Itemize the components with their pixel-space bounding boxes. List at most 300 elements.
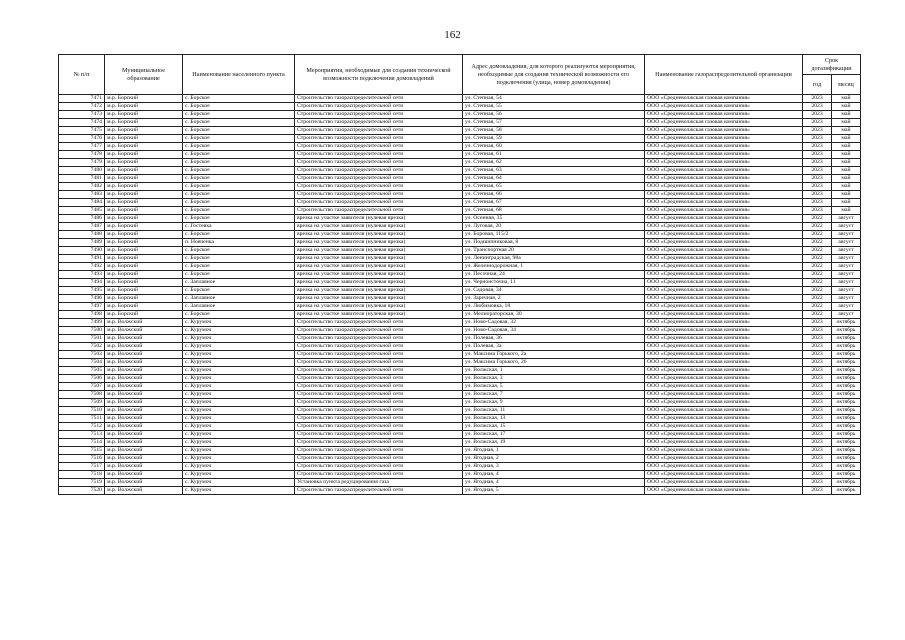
row-number: 7473 [59,111,105,119]
row-month: май [832,167,861,175]
row-month: октябрь [832,391,861,399]
table-row [59,455,861,463]
row-address: ул. Степная, 66 [463,191,645,199]
row-measure: врезка на участке заявителя (нулевая врезка) [295,255,463,263]
table-row [59,231,861,239]
row-month: август [832,287,861,295]
row-measure: врезка на участке заявителя (нулевая врезка) [295,247,463,255]
row-address: ул. Степная, 57 [463,119,645,127]
row-municipality: м.р. Борский [105,183,183,191]
row-settlement: с. Заплавное [183,279,295,287]
table-row [59,415,861,423]
row-address: ул. Волжская, 11 [463,407,645,415]
row-address: ул. Полевая, 36 [463,335,645,343]
row-organization: ООО «Средневолжская газовая компания» [645,159,803,167]
row-organization: ООО «Средневолжская газовая компания» [645,151,803,159]
row-municipality: м.р. Борский [105,223,183,231]
row-address: ул. Заречная, 2 [463,295,645,303]
gasification-table [58,54,861,495]
row-year: 2023 [803,159,832,167]
table-row [59,327,861,335]
row-settlement: с. Курумоч [183,343,295,351]
row-municipality: м.р. Борский [105,279,183,287]
row-address: ул. Волжская, 3 [463,375,645,383]
row-measure: Строительство газораспределительной сети [295,471,463,479]
row-year: 2022 [803,239,832,247]
row-year: 2023 [803,191,832,199]
row-address: ул. Транспортная 20 [463,247,645,255]
page-number: 162 [444,29,461,41]
row-month: май [832,119,861,127]
row-organization: ООО «Средневолжская газовая компания» [645,319,803,327]
row-organization: ООО «Средневолжская газовая компания» [645,367,803,375]
row-settlement: с. Курумоч [183,479,295,487]
row-month: август [832,271,861,279]
table-row [59,247,861,255]
row-organization: ООО «Средневолжская газовая компания» [645,303,803,311]
row-address: ул. Ягодная, 1 [463,447,645,455]
row-address: ул. Ягодная, 4 [463,471,645,479]
row-organization: ООО «Средневолжская газовая компания» [645,175,803,183]
row-municipality: м.р. Борский [105,295,183,303]
row-settlement: с. Борское [183,159,295,167]
row-month: октябрь [832,375,861,383]
row-settlement: с. Борское [183,207,295,215]
row-measure: врезка на участке заявителя (нулевая врезка) [295,231,463,239]
row-address: ул. Степная, 63 [463,167,645,175]
row-address: ул. Степная, 67 [463,199,645,207]
header-month: месяц [832,75,861,95]
row-measure: врезка на участке заявителя (нулевая врезка) [295,271,463,279]
table-row [59,151,861,159]
row-year: 2023 [803,471,832,479]
row-settlement: с. Борское [183,167,295,175]
row-organization: ООО «Средневолжская газовая компания» [645,463,803,471]
row-settlement: с. Курумоч [183,423,295,431]
row-settlement: с. Курумоч [183,319,295,327]
row-number: 7505 [59,367,105,375]
row-organization: ООО «Средневолжская газовая компания» [645,487,803,495]
row-number: 7483 [59,191,105,199]
row-settlement: с. Заплавное [183,295,295,303]
row-address: ул. Степная, 60 [463,143,645,151]
row-year: 2023 [803,439,832,447]
row-municipality: м.р. Волжский [105,431,183,439]
row-settlement: с. Борское [183,175,295,183]
row-number: 7500 [59,327,105,335]
row-organization: ООО «Средневолжская газовая компания» [645,431,803,439]
row-year: 2023 [803,335,832,343]
row-municipality: м.р. Волжский [105,455,183,463]
row-settlement: с. Борское [183,127,295,135]
row-organization: ООО «Средневолжская газовая компания» [645,287,803,295]
table-row [59,383,861,391]
row-organization: ООО «Средневолжская газовая компания» [645,351,803,359]
row-measure: Строительство газораспределительной сети [295,343,463,351]
row-settlement: с. Курумоч [183,431,295,439]
row-municipality: м.р. Волжский [105,463,183,471]
table-row [59,311,861,319]
table-row [59,287,861,295]
row-year: 2023 [803,95,832,103]
row-organization: ООО «Средневолжская газовая компания» [645,183,803,191]
row-settlement: с. Курумоч [183,415,295,423]
table-row [59,255,861,263]
row-municipality: м.р. Борский [105,231,183,239]
table-row [59,175,861,183]
row-organization: ООО «Средневолжская газовая компания» [645,471,803,479]
row-month: май [832,111,861,119]
row-address: ул. Максима Горького, 26 [463,359,645,367]
row-measure: Строительство газораспределительной сети [295,143,463,151]
row-month: май [832,127,861,135]
row-municipality: м.р. Борский [105,143,183,151]
row-organization: ООО «Средневолжская газовая компания» [645,111,803,119]
row-address: ул. Железнодорожная, 1 [463,263,645,271]
row-year: 2023 [803,359,832,367]
row-month: август [832,239,861,247]
row-address: ул. Степная, 68 [463,207,645,215]
row-month: май [832,191,861,199]
row-municipality: м.р. Борский [105,287,183,295]
row-month: август [832,263,861,271]
table-row [59,399,861,407]
row-number: 7502 [59,343,105,351]
row-month: август [832,295,861,303]
row-measure: врезка на участке заявителя (нулевая врезка) [295,239,463,247]
row-municipality: м.р. Борский [105,215,183,223]
row-municipality: м.р. Волжский [105,351,183,359]
row-measure: Строительство газораспределительной сети [295,335,463,343]
row-number: 7503 [59,351,105,359]
header-year: год [803,75,832,95]
row-number: 7509 [59,399,105,407]
row-measure: Строительство газораспределительной сети [295,135,463,143]
table-row [59,263,861,271]
row-month: октябрь [832,471,861,479]
row-year: 2022 [803,263,832,271]
row-year: 2023 [803,135,832,143]
table-row [59,223,861,231]
row-measure: врезка на участке заявителя (нулевая врезка) [295,223,463,231]
row-month: октябрь [832,383,861,391]
table-row [59,271,861,279]
row-settlement: п. Новченка [183,239,295,247]
row-municipality: м.р. Борский [105,95,183,103]
table-row [59,439,861,447]
table-row [59,319,861,327]
header-municipality: Муниципальное образование [105,55,183,95]
row-year: 2022 [803,223,832,231]
row-year: 2023 [803,167,832,175]
row-municipality: м.р. Волжский [105,479,183,487]
row-year: 2023 [803,367,832,375]
table-row [59,167,861,175]
row-measure: Строительство газораспределительной сети [295,431,463,439]
row-measure: врезка на участке заявителя (нулевая врезка) [295,287,463,295]
row-address: ул. Песочная, 24 [463,271,645,279]
row-year: 2022 [803,271,832,279]
row-measure: врезка на участке заявителя (нулевая врезка) [295,311,463,319]
row-organization: ООО «Средневолжская газовая компания» [645,191,803,199]
row-municipality: м.р. Волжский [105,471,183,479]
row-organization: ООО «Средневолжская газовая компания» [645,271,803,279]
row-year: 2023 [803,415,832,423]
row-municipality: м.р. Борский [105,311,183,319]
row-number: 7510 [59,407,105,415]
row-organization: ООО «Средневолжская газовая компания» [645,279,803,287]
row-organization: ООО «Средневолжская газовая компания» [645,447,803,455]
header-address: Адрес домовладения, для которого реализуются мероприятия, необходимые для создания технической возможности его подключения (улица, номер домовладения) [463,55,645,95]
row-settlement: с. Борское [183,191,295,199]
row-number: 7501 [59,335,105,343]
row-organization: ООО «Средневолжская газовая компания» [645,143,803,151]
row-settlement: с. Курумоч [183,375,295,383]
row-measure: Строительство газораспределительной сети [295,415,463,423]
row-number: 7480 [59,167,105,175]
row-number: 7490 [59,247,105,255]
table-row [59,391,861,399]
row-municipality: м.р. Борский [105,303,183,311]
row-month: май [832,103,861,111]
row-measure: Строительство газораспределительной сети [295,375,463,383]
row-organization: ООО «Средневолжская газовая компания» [645,391,803,399]
row-settlement: с. Борское [183,111,295,119]
row-municipality: м.р. Волжский [105,327,183,335]
row-settlement: с. Борское [183,263,295,271]
row-settlement: с. Борское [183,255,295,263]
row-municipality: м.р. Борский [105,103,183,111]
row-month: октябрь [832,335,861,343]
row-number: 7508 [59,391,105,399]
table-row [59,359,861,367]
row-year: 2023 [803,455,832,463]
row-year: 2023 [803,431,832,439]
row-month: октябрь [832,407,861,415]
row-number: 7496 [59,295,105,303]
row-address: ул. Волжская, 7 [463,391,645,399]
header-term: Срок догазификации [803,55,861,75]
row-address: ул. Степная, 55 [463,103,645,111]
row-month: октябрь [832,415,861,423]
row-organization: ООО «Средневолжская газовая компания» [645,207,803,215]
row-number: 7513 [59,431,105,439]
row-municipality: м.р. Волжский [105,391,183,399]
row-settlement: с. Курумоч [183,351,295,359]
row-address: ул. Подшипниковая, 8 [463,239,645,247]
row-number: 7474 [59,119,105,127]
row-month: октябрь [832,359,861,367]
row-year: 2022 [803,247,832,255]
row-year: 2022 [803,255,832,263]
row-measure: Строительство газораспределительной сети [295,151,463,159]
row-settlement: с. Борское [183,287,295,295]
table-row [59,239,861,247]
row-measure: врезка на участке заявителя (нулевая врезка) [295,279,463,287]
row-measure: Строительство газораспределительной сети [295,327,463,335]
row-address: ул. Ягодная, 5 [463,487,645,495]
row-settlement: с. Курумоч [183,391,295,399]
row-address: ул. Боровая, 115/2 [463,231,645,239]
row-settlement: с. Курумоч [183,463,295,471]
row-organization: ООО «Средневолжская газовая компания» [645,383,803,391]
row-measure: Строительство газораспределительной сети [295,159,463,167]
row-month: май [832,159,861,167]
row-measure: Строительство газораспределительной сети [295,175,463,183]
row-year: 2023 [803,447,832,455]
row-year: 2023 [803,199,832,207]
row-number: 7479 [59,159,105,167]
row-address: ул. Степная, 65 [463,183,645,191]
row-number: 7485 [59,207,105,215]
row-measure: Строительство газораспределительной сети [295,191,463,199]
row-number: 7519 [59,479,105,487]
table-row [59,423,861,431]
row-measure: Строительство газораспределительной сети [295,455,463,463]
row-address: ул. Осенняя, 35 [463,215,645,223]
row-year: 2023 [803,111,832,119]
row-address: ул. Волжская, 19 [463,439,645,447]
row-year: 2023 [803,423,832,431]
row-year: 2022 [803,279,832,287]
row-municipality: м.р. Волжский [105,343,183,351]
row-number: 7517 [59,463,105,471]
row-measure: Строительство газораспределительной сети [295,119,463,127]
row-organization: ООО «Средневолжская газовая компания» [645,375,803,383]
row-municipality: м.р. Борский [105,263,183,271]
row-municipality: м.р. Волжский [105,407,183,415]
row-address: ул. Степная, 56 [463,111,645,119]
row-number: 7493 [59,271,105,279]
row-measure: Строительство газораспределительной сети [295,439,463,447]
row-settlement: с. Борское [183,311,295,319]
row-organization: ООО «Средневолжская газовая компания» [645,239,803,247]
header-settlement: Наименование населенного пункта [183,55,295,95]
row-number: 7516 [59,455,105,463]
row-address: ул. Степная, 64 [463,175,645,183]
row-municipality: м.р. Волжский [105,375,183,383]
row-municipality: м.р. Волжский [105,335,183,343]
row-organization: ООО «Средневолжская газовая компания» [645,311,803,319]
row-month: октябрь [832,455,861,463]
row-address: ул. Ново-Садовая, 32 [463,319,645,327]
row-month: май [832,135,861,143]
table-row [59,343,861,351]
row-number: 7515 [59,447,105,455]
row-organization: ООО «Средневолжская газовая компания» [645,119,803,127]
row-measure: врезка на участке заявителя (нулевая врезка) [295,215,463,223]
row-number: 7518 [59,471,105,479]
row-month: октябрь [832,351,861,359]
row-number: 7475 [59,127,105,135]
row-settlement: с. Борское [183,199,295,207]
row-number: 7497 [59,303,105,311]
row-organization: ООО «Средневолжская газовая компания» [645,415,803,423]
row-measure: Строительство газораспределительной сети [295,487,463,495]
row-number: 7489 [59,239,105,247]
row-settlement: с. Борское [183,119,295,127]
row-organization: ООО «Средневолжская газовая компания» [645,167,803,175]
row-measure: Строительство газораспределительной сети [295,383,463,391]
row-number: 7506 [59,375,105,383]
row-municipality: м.р. Борский [105,247,183,255]
row-month: август [832,311,861,319]
row-number: 7491 [59,255,105,263]
row-organization: ООО «Средневолжская газовая компания» [645,343,803,351]
row-number: 7514 [59,439,105,447]
table-row [59,95,861,103]
row-year: 2022 [803,231,832,239]
row-organization: ООО «Средневолжская газовая компания» [645,455,803,463]
row-settlement: с. Борское [183,135,295,143]
table-row [59,375,861,383]
row-month: октябрь [832,319,861,327]
row-municipality: м.р. Волжский [105,319,183,327]
row-settlement: с. Борское [183,247,295,255]
row-number: 7476 [59,135,105,143]
row-organization: ООО «Средневолжская газовая компания» [645,247,803,255]
row-settlement: с. Курумоч [183,367,295,375]
table-row [59,303,861,311]
row-number: 7507 [59,383,105,391]
table-row [59,135,861,143]
row-number: 7494 [59,279,105,287]
table-row [59,351,861,359]
row-year: 2022 [803,303,832,311]
row-measure: Строительство газораспределительной сети [295,391,463,399]
row-month: май [832,183,861,191]
row-settlement: с. Курумоч [183,383,295,391]
row-settlement: с. Курумоч [183,335,295,343]
row-municipality: м.р. Волжский [105,439,183,447]
row-organization: ООО «Средневолжская газовая компания» [645,399,803,407]
row-month: май [832,207,861,215]
row-month: май [832,95,861,103]
row-number: 7499 [59,319,105,327]
row-municipality: м.р. Борский [105,127,183,135]
row-month: май [832,199,861,207]
row-address: ул. Мелиораторская, 30 [463,311,645,319]
table-row [59,183,861,191]
header-num: № п/п [59,55,105,95]
row-address: ул. Садовая, 34 [463,287,645,295]
table-row [59,207,861,215]
row-settlement: с. Курумоч [183,327,295,335]
header-org: Наименование газораспределительной организации [645,55,803,95]
row-municipality: м.р. Борский [105,159,183,167]
table-row [59,191,861,199]
table-row [59,295,861,303]
row-municipality: м.р. Волжский [105,359,183,367]
row-organization: ООО «Средневолжская газовая компания» [645,95,803,103]
row-month: август [832,231,861,239]
row-settlement: с. Борское [183,231,295,239]
row-settlement: с. Курумоч [183,359,295,367]
row-address: ул. Луговая, 20 [463,223,645,231]
row-number: 7486 [59,215,105,223]
table-row [59,103,861,111]
row-year: 2023 [803,463,832,471]
row-year: 2023 [803,175,832,183]
row-year: 2023 [803,391,832,399]
table-row [59,119,861,127]
row-year: 2023 [803,143,832,151]
row-number: 7478 [59,151,105,159]
row-year: 2023 [803,407,832,415]
row-measure: Установка пункта редуцирования газа [295,479,463,487]
row-address: ул. Волжская, 17 [463,431,645,439]
row-measure: Строительство газораспределительной сети [295,399,463,407]
